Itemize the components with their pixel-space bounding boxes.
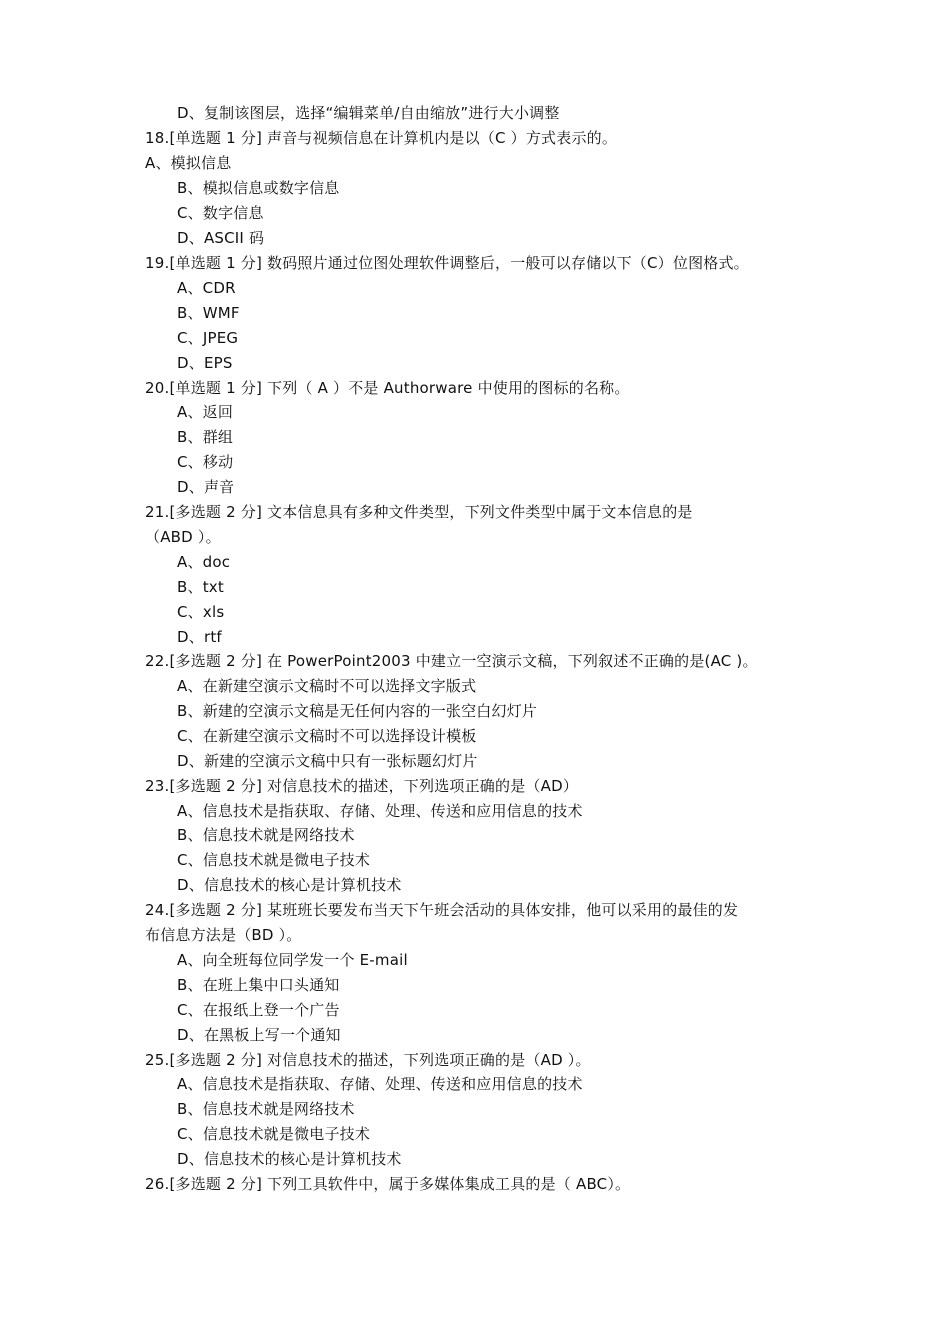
option-21-c: C、xls xyxy=(177,603,225,621)
option-20-a: A、返回 xyxy=(177,403,234,421)
question-22: 22.[多选题 2 分] 在 PowerPoint2003 中建立一空演示文稿，下列叙述不正确的是(AC )。 xyxy=(145,652,758,670)
option-19-b: B、WMF xyxy=(177,304,240,322)
option-22-c: C、在新建空演示文稿时不可以选择设计模板 xyxy=(177,727,477,745)
option-25-b: B、信息技术就是网络技术 xyxy=(177,1100,355,1118)
option-23-b: B、信息技术就是网络技术 xyxy=(177,826,355,844)
option-22-d: D、新建的空演示文稿中只有一张标题幻灯片 xyxy=(177,752,478,770)
question-26: 26.[多选题 2 分] 下列工具软件中，属于多媒体集成工具的是（ ABC）。 xyxy=(145,1175,631,1193)
option-21-d: D、rtf xyxy=(177,628,222,646)
option-21-b: B、txt xyxy=(177,578,224,596)
option-23-c: C、信息技术就是微电子技术 xyxy=(177,851,371,869)
option-25-c: C、信息技术就是微电子技术 xyxy=(177,1125,371,1143)
question-19: 19.[单选题 1 分] 数码照片通过位图处理软件调整后，一般可以存储以下（C）位图格式。 xyxy=(145,254,749,272)
option-24-d: D、在黑板上写一个通知 xyxy=(177,1026,341,1044)
question-18: 18.[单选题 1 分] 声音与视频信息在计算机内是以（C ）方式表示的。 xyxy=(145,129,618,147)
option-19-a: A、CDR xyxy=(177,279,236,297)
option-20-d: D、声音 xyxy=(177,478,235,496)
question-24-continued: 布信息方法是（BD ）。 xyxy=(145,926,302,944)
option-21-a: A、doc xyxy=(177,553,231,571)
option-23-d: D、信息技术的核心是计算机技术 xyxy=(177,876,402,894)
option-24-b: B、在班上集中口头通知 xyxy=(177,976,340,994)
option-18-b: B、模拟信息或数字信息 xyxy=(177,179,340,197)
option-20-c: C、移动 xyxy=(177,453,234,471)
option-24-a: A、向全班每位同学发一个 E-mail xyxy=(177,951,408,969)
option-24-c: C、在报纸上登一个广告 xyxy=(177,1001,340,1019)
option-19-c: C、JPEG xyxy=(177,329,239,347)
option-18-c: C、数字信息 xyxy=(177,204,264,222)
question-24: 24.[多选题 2 分] 某班班长要发布当天下午班会活动的具体安排，他可以采用的最佳的发 xyxy=(145,901,739,919)
option-22-b: B、新建的空演示文稿是无任何内容的一张空白幻灯片 xyxy=(177,702,538,720)
option-17-d: D、复制该图层，选择“编辑菜单/自由缩放”进行大小调整 xyxy=(177,104,560,122)
option-20-b: B、群组 xyxy=(177,428,234,446)
question-20: 20.[单选题 1 分] 下列（ A ）不是 Authorware 中使用的图标的名称。 xyxy=(145,379,630,397)
question-21-continued: （ABD ）。 xyxy=(145,528,221,546)
option-25-d: D、信息技术的核心是计算机技术 xyxy=(177,1150,402,1168)
question-21: 21.[多选题 2 分] 文本信息具有多种文件类型，下列文件类型中属于文本信息的是 xyxy=(145,503,693,521)
option-19-d: D、EPS xyxy=(177,354,233,372)
option-18-a: A、模拟信息 xyxy=(145,154,232,172)
option-18-d: D、ASCII 码 xyxy=(177,229,265,247)
option-22-a: A、在新建空演示文稿时不可以选择文字版式 xyxy=(177,677,477,695)
option-25-a: A、信息技术是指获取、存储、处理、传送和应用信息的技术 xyxy=(177,1075,583,1093)
option-23-a: A、信息技术是指获取、存储、处理、传送和应用信息的技术 xyxy=(177,802,583,820)
question-25: 25.[多选题 2 分] 对信息技术的描述，下列选项正确的是（AD ）。 xyxy=(145,1051,591,1069)
question-23: 23.[多选题 2 分] 对信息技术的描述，下列选项正确的是（AD） xyxy=(145,777,579,795)
